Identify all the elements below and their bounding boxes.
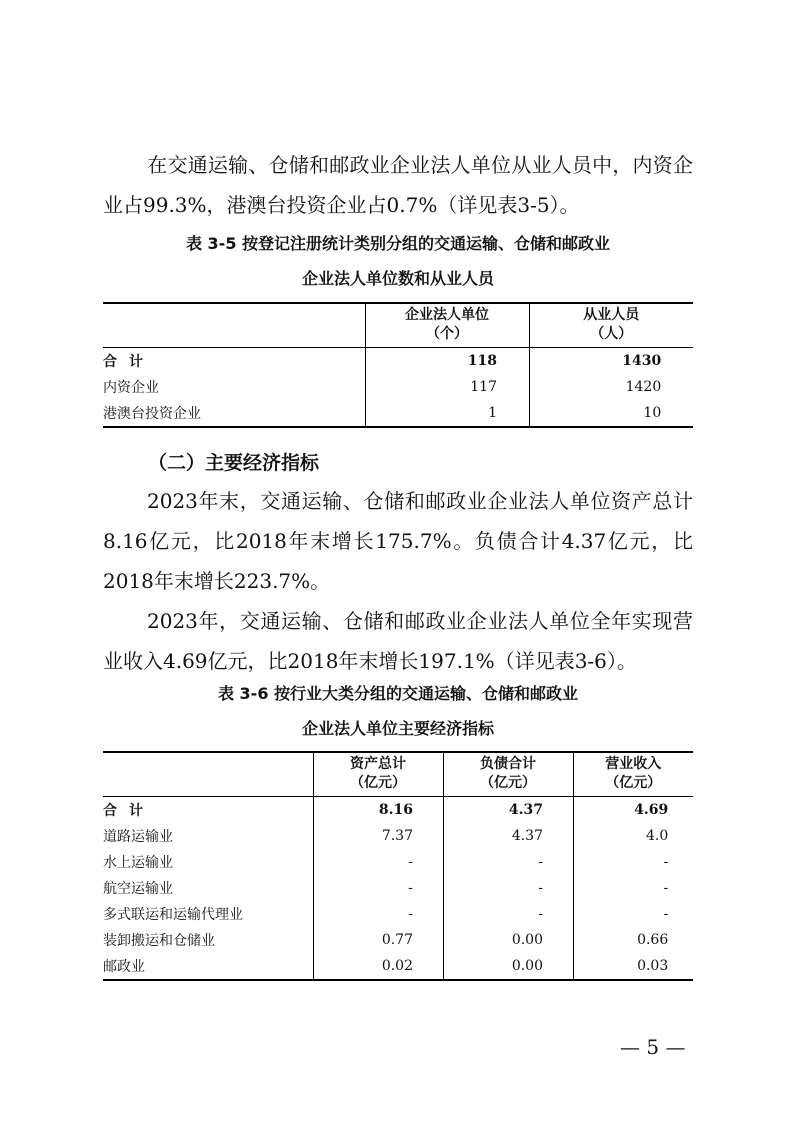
- table-row: 港澳台投资企业 1 10: [103, 400, 693, 427]
- paragraph-assets-liabilities: 2023年末，交通运输、仓储和邮政业企业法人单位资产总计8.16亿元，比2018年末增长175.7%。负债合计4.37亿元，比2018年末增长223.7%。: [103, 489, 693, 593]
- header-revenue: 营业收入 （亿元）: [573, 752, 693, 796]
- header-blank: [103, 752, 313, 796]
- table-3-5-caption-line1: 表 3-5 按登记注册统计类别分组的交通运输、仓储和邮政业: [185, 234, 611, 253]
- table-row: 内资企业 117 1420: [103, 374, 693, 400]
- section-heading: （二）主要经济指标: [148, 452, 320, 474]
- table-row-total: 合计 8.16 4.37 4.69: [103, 796, 693, 823]
- table-row: 装卸搬运和仓储业 0.77 0.00 0.66: [103, 927, 693, 953]
- header-liabilities: 负债合计 （亿元）: [443, 752, 573, 796]
- table-row: 多式联运和运输代理业 - - -: [103, 901, 693, 927]
- paragraph-employment-share: 在交通运输、仓储和邮政业企业法人单位从业人员中，内资企业占99.3%，港澳台投资企业占0.7%（详见表3-5）。: [103, 153, 693, 217]
- table-header-row: [103, 752, 693, 796]
- table-3-6-caption-line2: 企业法人单位主要经济指标: [301, 719, 494, 738]
- table-row: 道路运输业 7.37 4.37 4.0: [103, 823, 693, 849]
- header-assets: 资产总计 （亿元）: [313, 752, 443, 796]
- table-row: 水上运输业 - - -: [103, 849, 693, 875]
- table-row: 航空运输业 - - -: [103, 875, 693, 901]
- table-3-6: [103, 751, 693, 981]
- table-3-6-caption-line1: 表 3-6 按行业大类分组的交通运输、仓储和邮政业: [217, 684, 579, 703]
- page-number: — 5 —: [620, 1035, 686, 1059]
- header-units: 企业法人单位 （个）: [365, 303, 529, 347]
- header-employees: 从业人员 （人）: [529, 303, 693, 347]
- table-row-total: 合计 118 1430: [103, 347, 693, 374]
- table-3-5-caption-line2: 企业法人单位数和从业人员: [301, 269, 494, 288]
- table-row: 邮政业 0.02 0.00 0.03: [103, 953, 693, 980]
- paragraph-revenue: 2023年，交通运输、仓储和邮政业企业法人单位全年实现营业收入4.69亿元，比2018年末增长197.1%（详见表3-6）。: [103, 609, 693, 673]
- table-header-row: [103, 303, 693, 347]
- table-3-5: [103, 302, 693, 428]
- header-blank: [103, 303, 365, 347]
